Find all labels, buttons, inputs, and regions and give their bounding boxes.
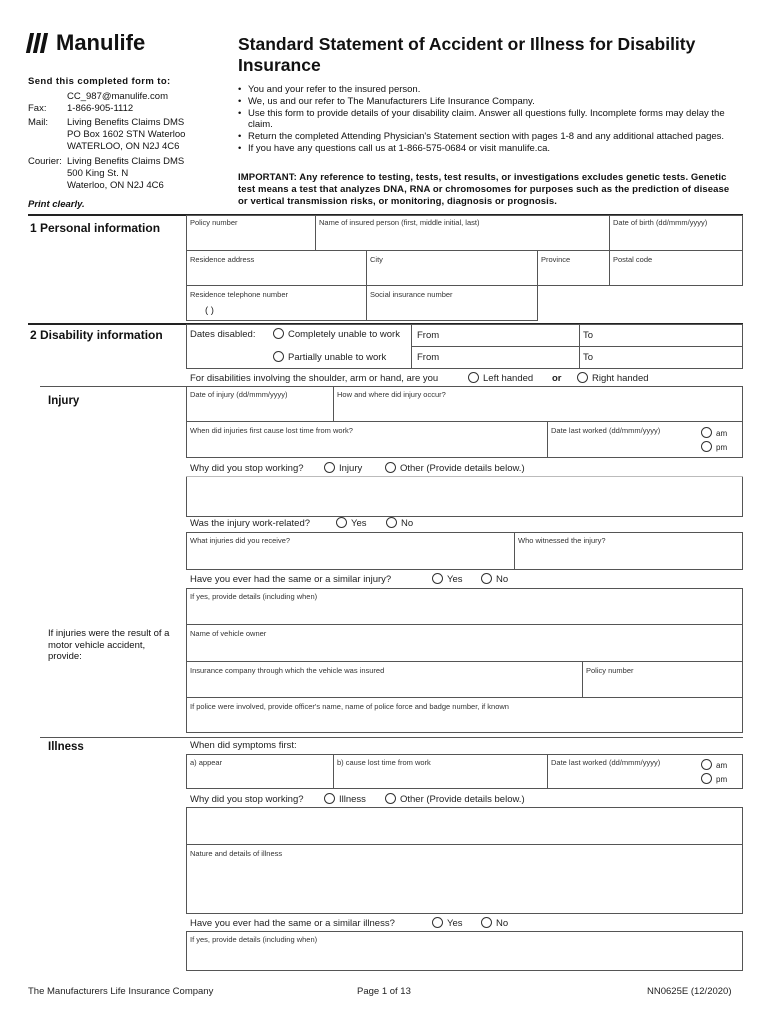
manulife-logo xyxy=(28,30,145,56)
illness-other-radio[interactable] xyxy=(385,793,396,804)
symptoms-lost-time-field[interactable]: b) cause lost time from work xyxy=(333,754,548,789)
work-related-yes-radio[interactable] xyxy=(336,517,347,528)
footer-page-number: Page 1 of 13 xyxy=(357,986,411,997)
courier-label: Courier: xyxy=(28,156,62,167)
work-related-no-option[interactable]: No xyxy=(386,517,413,529)
completely-to-field[interactable]: To xyxy=(579,324,743,347)
injury-option[interactable]: Injury xyxy=(324,462,362,474)
footer-company: The Manufacturers Life Insurance Company xyxy=(28,986,214,997)
dob-field[interactable]: Date of birth (dd/mmm/yyyy) xyxy=(609,215,743,251)
illness-if-yes-field[interactable]: If yes, provide details (including when) xyxy=(186,931,743,971)
illness-pm-option[interactable]: pm xyxy=(701,773,727,784)
illness-why-stop-label: Why did you stop working? xyxy=(190,794,304,805)
instruction-item: • You and your refer to the insured person. xyxy=(238,84,738,96)
insured-name-field[interactable]: Name of insured person (first, middle initial, last) xyxy=(315,215,610,251)
injury-radio[interactable] xyxy=(324,462,335,473)
injury-pm-radio[interactable] xyxy=(701,441,712,452)
shoulder-question: For disabilities involving the shoulder, arm or hand, are you xyxy=(190,373,439,384)
work-related-yes-option[interactable]: Yes xyxy=(336,517,367,529)
contact-email: CC_987@manulife.com xyxy=(67,91,168,102)
injury-title: Injury xyxy=(48,395,80,407)
illness-am-option[interactable]: am xyxy=(701,759,727,770)
policy-number-field[interactable]: Policy number xyxy=(186,215,316,251)
police-details-field[interactable]: If police were involved, provide officer's name, name of police force and badge number, if known xyxy=(186,697,743,733)
injury-other-radio[interactable] xyxy=(385,462,396,473)
instruction-item: • Return the completed Attending Physician's Statement section with pages 1-8 and any additional attached pages. xyxy=(238,131,738,143)
section-1-title: 1 Personal information xyxy=(30,221,161,235)
contact-heading: Send this completed form to: xyxy=(28,76,171,87)
fax-label: Fax: xyxy=(28,103,47,114)
contact-fax: 1-866-905-1112 xyxy=(67,103,134,114)
injury-am-radio[interactable] xyxy=(701,427,712,438)
injury-date-last-worked-field[interactable]: Date last worked (dd/mmm/yyyy) xyxy=(547,421,743,458)
right-handed-option[interactable]: Right handed xyxy=(577,372,649,384)
instruction-item: • If you have any questions call us at 1-866-575-0684 or visit manulife.ca. xyxy=(238,143,738,155)
dates-disabled-label: Dates disabled: xyxy=(190,329,256,340)
similar-injury-yes-radio[interactable] xyxy=(432,573,443,584)
completely-unable-radio[interactable] xyxy=(273,328,284,339)
who-witnessed-field[interactable]: Who witnessed the injury? xyxy=(514,532,743,570)
how-where-field[interactable]: How and where did injury occur? xyxy=(333,386,743,422)
illness-option[interactable]: Illness xyxy=(324,793,366,805)
instruction-list xyxy=(238,84,738,155)
phone-parens: ( ) xyxy=(205,305,214,316)
sin-field[interactable]: Social insurance number xyxy=(366,285,538,321)
when-symptoms-label: When did symptoms first: xyxy=(190,740,297,751)
illness-radio[interactable] xyxy=(324,793,335,804)
illness-other-option[interactable]: Other (Provide details below.) xyxy=(385,793,525,805)
injury-why-stop-label: Why did you stop working? xyxy=(190,463,304,474)
mail-label: Mail: xyxy=(28,117,49,128)
completely-from-field[interactable]: From xyxy=(411,324,580,347)
similar-illness-yes-radio[interactable] xyxy=(432,917,443,928)
partially-to-field[interactable]: To xyxy=(579,346,743,369)
mail-line: PO Box 1602 STN Waterloo xyxy=(67,129,186,140)
similar-injury-no-option[interactable]: No xyxy=(481,573,508,585)
courier-line: Waterloo, ON N2J 4C6 xyxy=(67,180,164,191)
similar-illness-no-option[interactable]: No xyxy=(481,917,508,929)
partially-from-field[interactable]: From xyxy=(411,346,580,369)
instruction-item: • Use this form to provide details of your disability claim. Answer all questions fully. Incomplete forms may delay the claim. xyxy=(238,108,738,132)
date-of-injury-field[interactable]: Date of injury (dd/mmm/yyyy) xyxy=(186,386,334,422)
residence-address-field[interactable]: Residence address xyxy=(186,250,367,286)
section-2-title: 2 Disability information xyxy=(30,328,163,342)
partially-unable-radio[interactable] xyxy=(273,351,284,362)
vehicle-owner-field[interactable]: Name of vehicle owner xyxy=(186,624,743,662)
or-text: or xyxy=(552,373,562,384)
mail-line: WATERLOO, ON N2J 4C6 xyxy=(67,141,180,152)
work-related-question: Was the injury work-related? xyxy=(190,518,311,529)
illness-date-last-worked-field[interactable]: Date last worked (dd/mmm/yyyy) xyxy=(547,754,743,789)
first-lost-time-field[interactable]: When did injuries first cause lost time from work? xyxy=(186,421,548,458)
similar-injury-no-radio[interactable] xyxy=(481,573,492,584)
page-title: Standard Statement of Accident or Illness for Disability Insurance xyxy=(238,34,696,75)
illness-title: Illness xyxy=(48,741,84,753)
what-injuries-field[interactable]: What injuries did you receive? xyxy=(186,532,515,570)
right-handed-radio[interactable] xyxy=(577,372,588,383)
work-related-no-radio[interactable] xyxy=(386,517,397,528)
illness-other-details-field[interactable] xyxy=(186,807,743,845)
mail-line: Living Benefits Claims DMS xyxy=(67,117,185,128)
city-field[interactable]: City xyxy=(366,250,538,286)
mva-label: If injuries were the result of a motor vehicle accident, provide: xyxy=(48,628,170,662)
province-field[interactable]: Province xyxy=(537,250,610,286)
mva-policy-number-field[interactable]: Policy number xyxy=(582,661,743,698)
injury-if-yes-field[interactable]: If yes, provide details (including when) xyxy=(186,588,743,625)
important-notice: IMPORTANT: Any reference to testing, tests, test results, or investigations excludes genetic tests. Genetic test means a test that analyzes DNA, RNA or chromosomes for purposes such as the prediction of disease or vertical transmission risks, or monitoring, diagnosis or prognosis. xyxy=(238,172,730,207)
courier-line: Living Benefits Claims DMS xyxy=(67,156,185,167)
injury-other-option[interactable]: Other (Provide details below.) xyxy=(385,462,525,474)
brand-name: Manulife xyxy=(56,30,146,55)
completely-unable-option[interactable]: Completely unable to work xyxy=(273,328,400,340)
similar-illness-question: Have you ever had the same or a similar illness? xyxy=(190,918,395,929)
illness-pm-radio[interactable] xyxy=(701,773,712,784)
courier-line: 500 King St. N xyxy=(67,168,129,179)
similar-illness-no-radio[interactable] xyxy=(481,917,492,928)
injury-am-option[interactable]: am xyxy=(701,427,727,438)
left-handed-option[interactable]: Left handed xyxy=(468,372,533,384)
residence-phone-field[interactable]: Residence telephone number ( ) xyxy=(186,285,367,321)
partially-unable-option[interactable]: Partially unable to work xyxy=(273,351,386,363)
insurance-company-field[interactable]: Insurance company through which the vehicle was insured xyxy=(186,661,583,698)
symptoms-appear-field[interactable]: a) appear xyxy=(186,754,334,789)
illness-am-radio[interactable] xyxy=(701,759,712,770)
postal-code-field[interactable]: Postal code xyxy=(609,250,743,286)
nature-of-illness-field[interactable]: Nature and details of illness xyxy=(186,844,743,914)
similar-injury-yes-option[interactable]: Yes xyxy=(432,573,463,585)
footer-form-code: NN0625E (12/2020) xyxy=(647,986,732,997)
similar-injury-question: Have you ever had the same or a similar injury? xyxy=(190,574,392,585)
left-handed-radio[interactable] xyxy=(468,372,479,383)
injury-pm-option[interactable]: pm xyxy=(701,441,727,452)
instruction-item: • We, us and our refer to The Manufacturers Life Insurance Company. xyxy=(238,96,738,108)
manulife-logo-icon xyxy=(28,33,46,53)
contact-block xyxy=(28,76,228,192)
print-clearly-note: Print clearly. xyxy=(28,199,85,210)
similar-illness-yes-option[interactable]: Yes xyxy=(432,917,463,929)
